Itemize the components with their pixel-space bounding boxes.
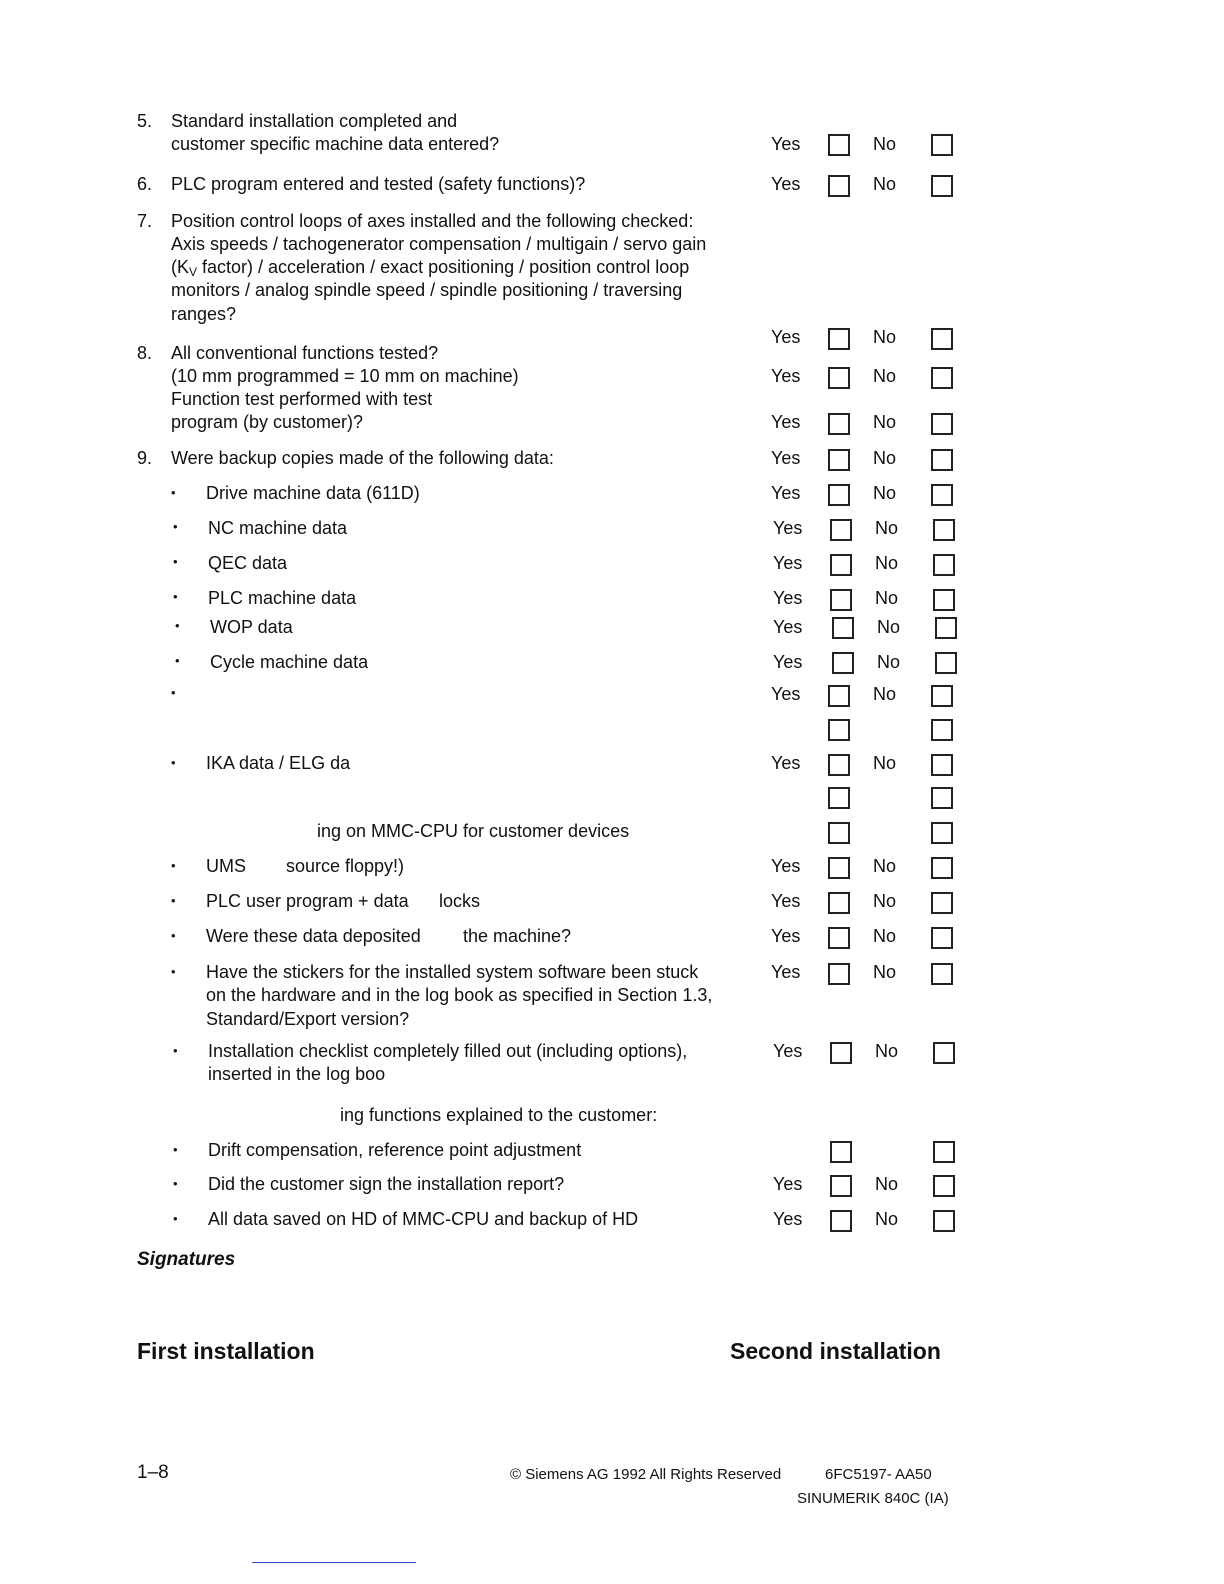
no-label: No bbox=[877, 652, 901, 672]
bullet: • bbox=[171, 685, 176, 700]
yes-label: Yes bbox=[771, 483, 801, 503]
plc-machine-data: PLC machine data bbox=[208, 588, 357, 608]
no-checkbox[interactable] bbox=[933, 1175, 955, 1197]
mmc-cpu-text: ing on MMC-CPU for customer devices bbox=[317, 821, 630, 841]
bullet: • bbox=[171, 928, 176, 943]
bullet: • bbox=[171, 485, 176, 500]
no-label: No bbox=[873, 412, 897, 432]
yes-label: Yes bbox=[773, 1209, 803, 1229]
nc-machine-data: NC machine data bbox=[208, 518, 348, 538]
bullet: • bbox=[173, 1176, 178, 1191]
ums-label: UMS bbox=[206, 856, 246, 876]
yes-checkbox[interactable] bbox=[830, 1210, 852, 1232]
bullet: • bbox=[171, 755, 176, 770]
item-8-number: 8. bbox=[137, 343, 153, 363]
data-deposited-machine: the machine? bbox=[463, 926, 572, 946]
item-7-number: 7. bbox=[137, 211, 153, 231]
yes-label: Yes bbox=[771, 926, 801, 946]
yes-checkbox[interactable] bbox=[828, 822, 850, 844]
no-label: No bbox=[873, 926, 897, 946]
yes-checkbox[interactable] bbox=[828, 857, 850, 879]
item-7-line4: monitors / analog spindle speed / spindle positioning / traversing bbox=[171, 280, 683, 300]
bullet: • bbox=[171, 858, 176, 873]
bullet: • bbox=[175, 618, 180, 633]
signatures-heading: Signatures bbox=[137, 1249, 236, 1270]
no-label: No bbox=[875, 588, 899, 608]
yes-checkbox[interactable] bbox=[828, 963, 850, 985]
checklist-line2: inserted in the log boo bbox=[208, 1064, 386, 1084]
bullet: • bbox=[171, 893, 176, 908]
no-checkbox[interactable] bbox=[931, 413, 953, 435]
yes-checkbox[interactable] bbox=[828, 754, 850, 776]
item-5-number: 5. bbox=[137, 111, 153, 131]
yes-checkbox[interactable] bbox=[828, 367, 850, 389]
no-checkbox[interactable] bbox=[931, 892, 953, 914]
yes-checkbox[interactable] bbox=[828, 892, 850, 914]
yes-label: Yes bbox=[771, 134, 801, 154]
yes-label: Yes bbox=[771, 412, 801, 432]
yes-label: Yes bbox=[773, 1041, 803, 1061]
no-checkbox[interactable] bbox=[933, 1141, 955, 1163]
checklist-line1: Installation checklist completely filled out (including options), bbox=[208, 1041, 688, 1061]
yes-label: Yes bbox=[773, 588, 803, 608]
yes-checkbox[interactable] bbox=[828, 787, 850, 809]
item-5-line1: Standard installation completed and bbox=[171, 111, 458, 131]
yes-checkbox[interactable] bbox=[828, 927, 850, 949]
item-9-number: 9. bbox=[137, 448, 153, 468]
item-6-number: 6. bbox=[137, 174, 153, 194]
qec-data: QEC data bbox=[208, 553, 288, 573]
no-checkbox[interactable] bbox=[931, 328, 953, 350]
no-checkbox[interactable] bbox=[933, 519, 955, 541]
yes-label: Yes bbox=[773, 518, 803, 538]
no-checkbox[interactable] bbox=[931, 685, 953, 707]
no-checkbox[interactable] bbox=[931, 719, 953, 741]
yes-checkbox[interactable] bbox=[828, 719, 850, 741]
no-checkbox[interactable] bbox=[931, 134, 953, 156]
bullet: • bbox=[173, 1142, 178, 1157]
page-number: 1–8 bbox=[137, 1462, 169, 1483]
no-label: No bbox=[877, 617, 901, 637]
item-8-line1: All conventional functions tested? bbox=[171, 343, 439, 363]
yes-label: Yes bbox=[771, 684, 801, 704]
bullet: • bbox=[173, 554, 178, 569]
no-label: No bbox=[873, 483, 897, 503]
functions-explained: ing functions explained to the customer: bbox=[340, 1105, 658, 1125]
no-checkbox[interactable] bbox=[931, 367, 953, 389]
no-checkbox[interactable] bbox=[931, 484, 953, 506]
copyright: © Siemens AG 1992 All Rights Reserved bbox=[510, 1466, 782, 1483]
yes-label: Yes bbox=[771, 753, 801, 773]
document-number: 6FC5197- AA50 bbox=[825, 1466, 932, 1483]
data-saved: All data saved on HD of MMC-CPU and backup of HD bbox=[208, 1209, 639, 1229]
ika-elg-data: IKA data / ELG da bbox=[206, 753, 351, 773]
ums-source-text: source floppy!) bbox=[286, 856, 405, 876]
cycle-machine-data: Cycle machine data bbox=[210, 652, 369, 672]
no-checkbox[interactable] bbox=[931, 787, 953, 809]
no-checkbox[interactable] bbox=[931, 449, 953, 471]
bullet: • bbox=[173, 589, 178, 604]
item-7-line3: ($K_V$ factor) / acceleration / exact positioning / position control loop bbox=[171, 257, 690, 279]
yes-checkbox[interactable] bbox=[828, 685, 850, 707]
item-7-line2: Axis speeds / tachogenerator compensation / multigain / servo gain bbox=[171, 234, 707, 254]
no-checkbox[interactable] bbox=[935, 617, 957, 639]
no-checkbox[interactable] bbox=[931, 822, 953, 844]
item-8-line4: program (by customer)? bbox=[171, 412, 364, 432]
stickers-line3: Standard/Export version? bbox=[206, 1009, 410, 1029]
bullet: • bbox=[171, 964, 176, 979]
plc-user-program: PLC user program + data bbox=[206, 891, 409, 911]
yes-checkbox[interactable] bbox=[830, 1042, 852, 1064]
no-label: No bbox=[875, 553, 899, 573]
yes-label: Yes bbox=[773, 652, 803, 672]
first-installation-heading: First installation bbox=[137, 1338, 315, 1364]
yes-checkbox[interactable] bbox=[830, 1175, 852, 1197]
item-7-line5: ranges? bbox=[171, 304, 237, 324]
no-checkbox[interactable] bbox=[931, 175, 953, 197]
no-label: No bbox=[873, 366, 897, 386]
bullet: • bbox=[175, 653, 180, 668]
no-checkbox[interactable] bbox=[933, 1042, 955, 1064]
no-label: No bbox=[873, 753, 897, 773]
yes-label: Yes bbox=[773, 1174, 803, 1194]
yes-checkbox[interactable] bbox=[828, 175, 850, 197]
no-checkbox[interactable] bbox=[935, 652, 957, 674]
yes-checkbox[interactable] bbox=[830, 1141, 852, 1163]
plc-user-blocks: locks bbox=[439, 891, 481, 911]
yes-checkbox[interactable] bbox=[830, 554, 852, 576]
no-label: No bbox=[873, 891, 897, 911]
no-label: No bbox=[873, 327, 897, 347]
yes-checkbox[interactable] bbox=[828, 449, 850, 471]
item-5-line2: customer specific machine data entered? bbox=[171, 134, 500, 154]
yes-label: Yes bbox=[771, 891, 801, 911]
product-name: SINUMERIK 840C (IA) bbox=[797, 1490, 949, 1507]
no-label: No bbox=[875, 1209, 899, 1229]
yes-label: Yes bbox=[771, 856, 801, 876]
yes-label: Yes bbox=[771, 366, 801, 386]
item-9-text: Were backup copies made of the following data: bbox=[171, 448, 554, 468]
yes-label: Yes bbox=[771, 327, 801, 347]
bullet: • bbox=[173, 1211, 178, 1226]
no-label: No bbox=[873, 962, 897, 982]
wop-data: WOP data bbox=[210, 617, 293, 637]
stickers-line2: on the hardware and in the log book as specified in Section 1.3, bbox=[206, 985, 713, 1005]
underline-link[interactable] bbox=[252, 1562, 416, 1563]
no-checkbox[interactable] bbox=[931, 927, 953, 949]
customer-sign: Did the customer sign the installation report? bbox=[208, 1174, 565, 1194]
no-label: No bbox=[873, 448, 897, 468]
yes-checkbox[interactable] bbox=[828, 413, 850, 435]
no-label: No bbox=[873, 174, 897, 194]
no-checkbox[interactable] bbox=[931, 857, 953, 879]
no-checkbox[interactable] bbox=[931, 754, 953, 776]
item-7-line1: Position control loops of axes installed and the following checked: bbox=[171, 211, 694, 231]
yes-label: Yes bbox=[771, 174, 801, 194]
yes-label: Yes bbox=[771, 448, 801, 468]
yes-checkbox[interactable] bbox=[832, 652, 854, 674]
yes-label: Yes bbox=[773, 553, 803, 573]
yes-checkbox[interactable] bbox=[830, 589, 852, 611]
drive-machine-data: Drive machine data (611D) bbox=[206, 483, 420, 503]
yes-checkbox[interactable] bbox=[828, 328, 850, 350]
item-8-line2: (10 mm programmed = 10 mm on machine) bbox=[171, 366, 519, 386]
stickers-line1: Have the stickers for the installed system software been stuck bbox=[206, 962, 699, 982]
yes-checkbox[interactable] bbox=[828, 134, 850, 156]
no-label: No bbox=[875, 1174, 899, 1194]
drift-compensation: Drift compensation, reference point adjustment bbox=[208, 1140, 582, 1160]
bullet: • bbox=[173, 519, 178, 534]
bullet: • bbox=[173, 1043, 178, 1058]
yes-checkbox[interactable] bbox=[830, 519, 852, 541]
no-label: No bbox=[873, 134, 897, 154]
item-6-text: PLC program entered and tested (safety functions)? bbox=[171, 174, 586, 194]
yes-label: Yes bbox=[771, 962, 801, 982]
second-installation-heading: Second installation bbox=[730, 1338, 941, 1364]
no-checkbox[interactable] bbox=[931, 963, 953, 985]
no-checkbox[interactable] bbox=[933, 589, 955, 611]
item-8-line3: Function test performed with test bbox=[171, 389, 433, 409]
no-label: No bbox=[873, 684, 897, 704]
no-label: No bbox=[873, 856, 897, 876]
no-label: No bbox=[875, 518, 899, 538]
yes-checkbox[interactable] bbox=[828, 484, 850, 506]
yes-checkbox[interactable] bbox=[832, 617, 854, 639]
no-checkbox[interactable] bbox=[933, 1210, 955, 1232]
no-label: No bbox=[875, 1041, 899, 1061]
yes-label: Yes bbox=[773, 617, 803, 637]
data-deposited: Were these data deposited bbox=[206, 926, 421, 946]
no-checkbox[interactable] bbox=[933, 554, 955, 576]
